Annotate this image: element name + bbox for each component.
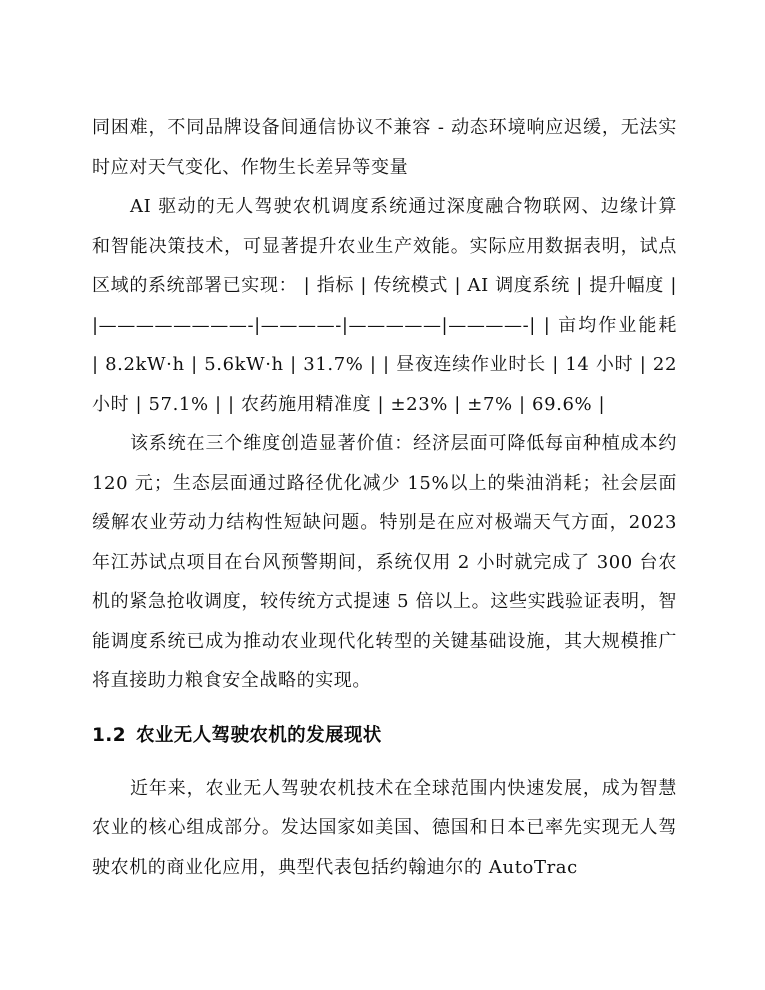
section-title: 农业无人驾驶农机的发展现状	[135, 724, 382, 746]
paragraph-ai-dispatch-system: AI 驱动的无人驾驶农机调度系统通过深度融合物联网、边缘计算和智能决策技术，可显著提升农业生产效能。实际应用数据表明，试点区域的系统部署已实现： | 指标 | 传统模式 | AI 调度系统 | 提升幅度 | |————————-|————-|—————|————-| | 亩均作业能耗 | 8.2kW·h | 5.6kW·h | 31.7% | | 昼夜连续作业时长 | 14 小时 | 22 小时 | 57.1% | | 农药施用精准度 | ±23% | ±7% | 69.6% |	[92, 196, 677, 415]
section-heading	[92, 717, 677, 755]
paragraph-development-status: 近年来，农业无人驾驶农机技术在全球范围内快速发展，成为智慧农业的核心组成部分。发达国家如美国、德国和日本已率先实现无人驾驶农机的商业化应用，典型代表包括约翰迪尔的 AutoTrac	[92, 777, 677, 878]
paragraph-system-value: 该系统在三个维度创造显著价值：经济层面可降低每亩种植成本约 120 元；生态层面通过路径优化减少 15%以上的柴油消耗；社会层面缓解农业劳动力结构性短缺问题。特别是在应对极端天气方面，2023 年江苏试点项目在台风预警期间，系统仅用 2 小时就完成了 300 台农机的紧急抢收调度，较传统方式提速 5 倍以上。这些实践验证表明，智能调度系统已成为推动农业现代化转型的关键基础设施，其大规模推广将直接助力粮食安全战略的实现。	[92, 433, 677, 691]
paragraph-continued: 同困难，不同品牌设备间通信协议不兼容 - 动态环境响应迟缓，无法实时应对天气变化、作物生长差异等变量	[92, 117, 677, 178]
section-number: 1.2	[92, 724, 126, 746]
document-body	[92, 108, 677, 887]
